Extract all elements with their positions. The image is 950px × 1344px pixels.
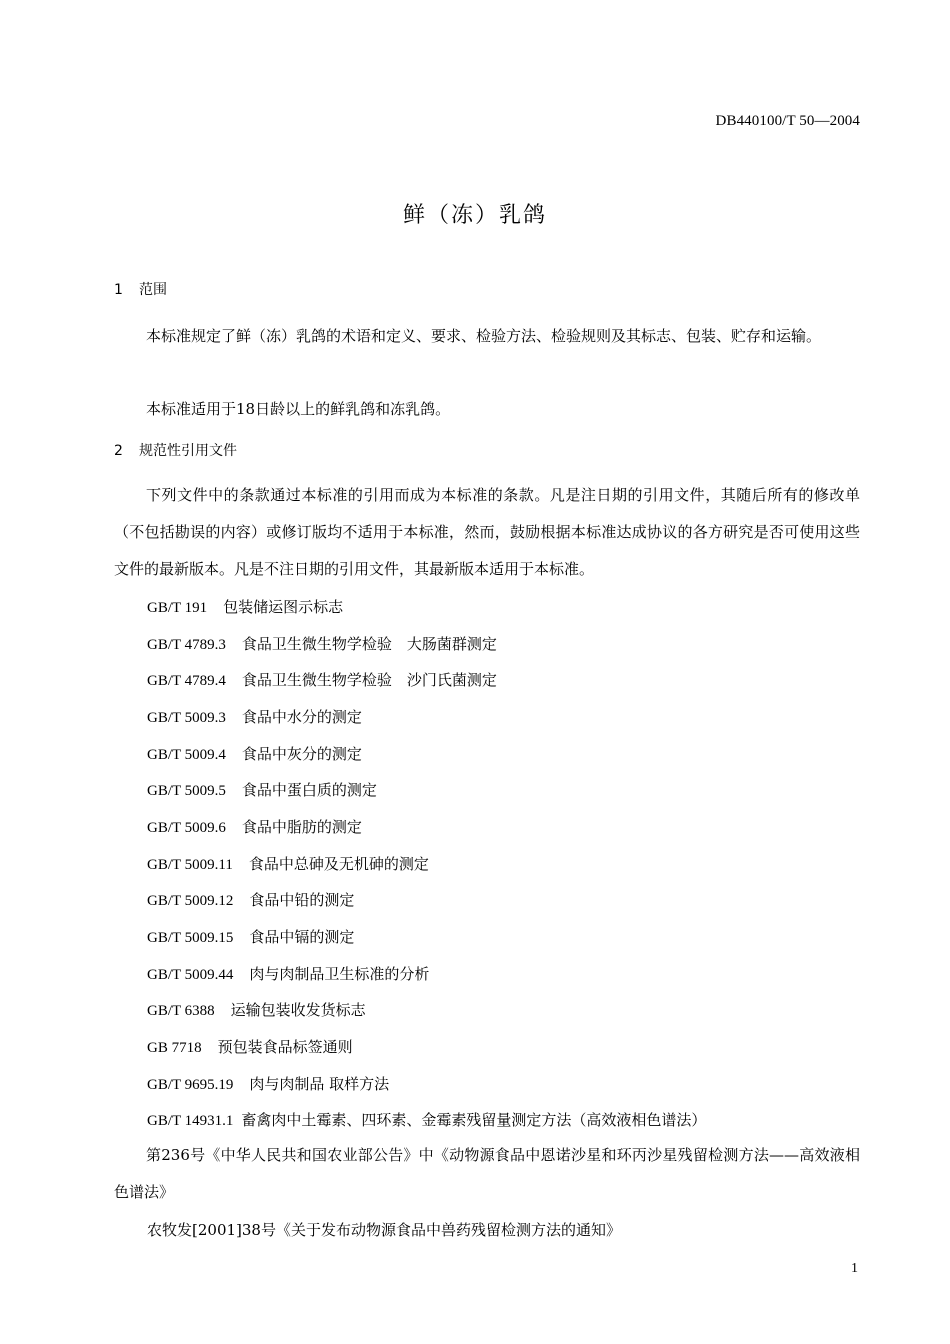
section-title: 范围 [139,282,167,298]
reference-item [147,816,362,837]
scope-paragraph-1: 本标准规定了鲜（冻）乳鸽的术语和定义、要求、检验方法、检验规则及其标志、包装、贮存和运输。 [146,327,822,345]
reference-item [147,743,362,764]
reference-title: 肉与肉制品卫生标准的分析 [249,965,430,983]
reference-code: GB/T 14931.1 [147,1113,234,1129]
reference-code: GB/T 5009.44 [147,967,234,983]
reference-code: GB/T 5009.11 [147,857,233,873]
scope-paragraph-2: 本标准适用于18日龄以上的鲜乳鸽和冻乳鸽。 [146,400,451,418]
reference-title: 食品中总砷及无机砷的测定 [248,855,429,873]
reference-code: GB/T 191 [147,600,208,616]
reference-code: GB/T 5009.3 [147,710,226,726]
reference-code: GB/T 5009.5 [147,783,226,799]
reference-title: 食品卫生微生物学检验 大肠菌群测定 [241,635,497,653]
reference-item [147,889,354,910]
section-1-heading [114,279,167,299]
reference-code: GB/T 4789.3 [147,637,226,653]
reference-title: 食品中蛋白质的测定 [241,781,377,799]
reference-code: GB/T 5009.6 [147,820,226,836]
section-title: 规范性引用文件 [139,443,237,459]
reference-item [147,963,429,984]
reference-item [147,1073,389,1094]
page-number: 1 [851,1261,858,1276]
reference-item [147,633,497,654]
reference-title: 食品中水分的测定 [241,708,362,726]
reference-item [147,1109,706,1130]
section-2-heading [114,440,237,460]
section-number: 2 [114,443,123,459]
reference-item [147,669,497,690]
reference-title: 包装储运图示标志 [223,598,344,616]
reference-title: 肉与肉制品 取样方法 [249,1075,390,1093]
reference-code: GB 7718 [147,1040,202,1056]
document-title: 鲜（冻）乳鸽 [402,203,547,228]
reference-code: GB/T 4789.4 [147,673,226,689]
reference-code: GB/T 6388 [147,1003,215,1019]
reference-title: 食品中铅的测定 [249,891,355,909]
reference-item [147,999,366,1020]
reference-code: GB/T 5009.4 [147,747,226,763]
reference-item [147,853,429,874]
reference-item [147,779,377,800]
section-number: 1 [114,282,123,298]
reference-title: 运输包装收发货标志 [230,1001,366,1019]
reference-code: GB/T 5009.15 [147,930,234,946]
reference-item [147,926,354,947]
reference-code: GB/T 5009.12 [147,893,234,909]
reference-title: 食品中镉的测定 [249,928,355,946]
reference-title: 畜禽肉中土霉素、四环素、金霉素残留量测定方法（高效液相色谱法） [241,1111,707,1129]
reference-title: 食品中灰分的测定 [241,745,362,763]
reference-item [147,596,343,617]
reference-notice: 农牧发[2001]38号《关于发布动物源食品中兽药残留检测方法的通知》 [147,1221,621,1239]
reference-item [147,1036,353,1057]
reference-code: GB/T 9695.19 [147,1077,234,1093]
reference-title: 预包装食品标签通则 [217,1038,353,1056]
normative-intro: 下列文件中的条款通过本标准的引用而成为本标准的条款。凡是注日期的引用文件，其随后所有的修改单（不包括勘误的内容）或修订版均不适用于本标准，然而，鼓励根据本标准达成协议的各方研究是否可使用这些文件的最新版本。凡是不注日期的引用文件，其最新版本适用于本标准。 [114,486,860,578]
reference-item [147,706,362,727]
reference-title: 食品中脂肪的测定 [241,818,362,836]
standard-code: DB440100/T 50—2004 [715,113,860,129]
reference-title: 食品卫生微生物学检验 沙门氏菌测定 [241,671,497,689]
reference-announcement: 第236号《中华人民共和国农业部公告》中《动物源食品中恩诺沙星和环丙沙星残留检测方法——高效液相色谱法》 [114,1146,860,1201]
